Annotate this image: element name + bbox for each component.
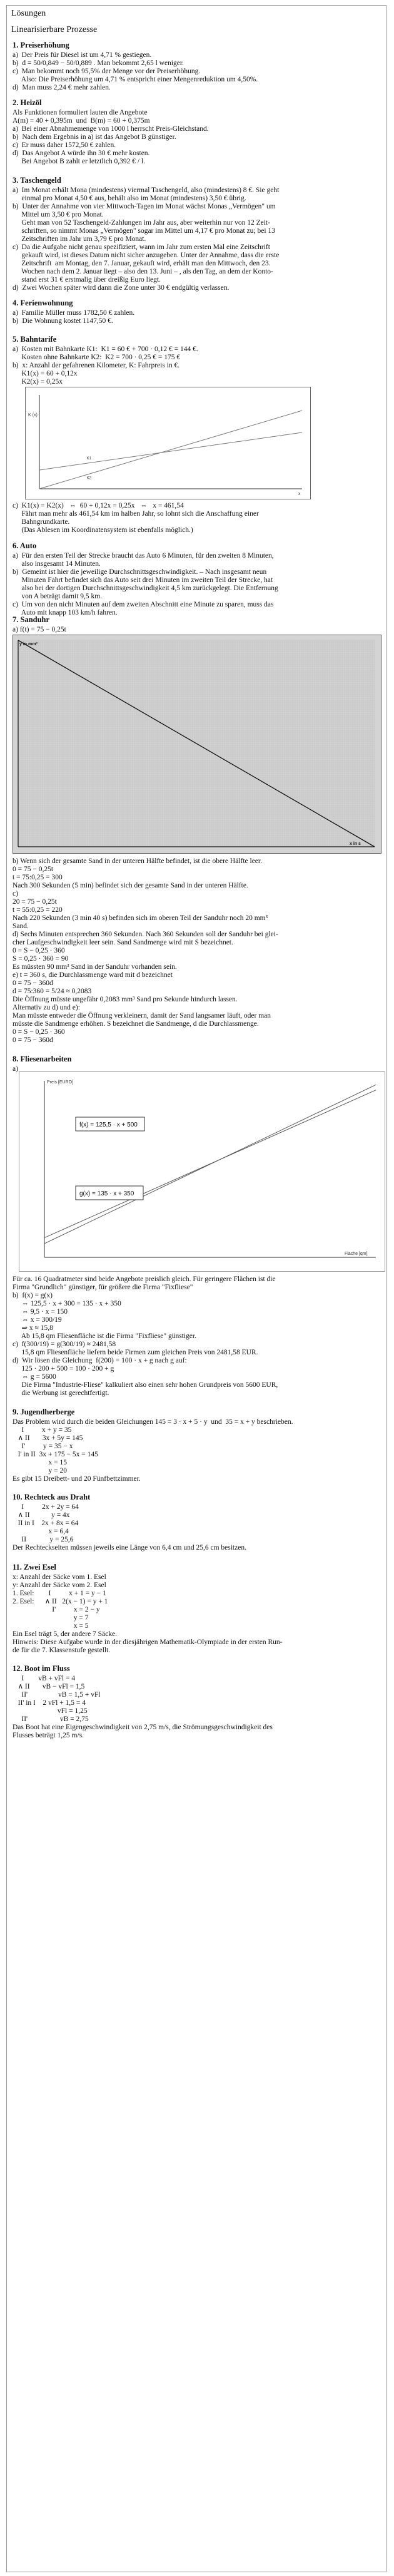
- text-line: b) Nach dem Ergebnis in a) ist das Angebot B günstiger.: [13, 133, 176, 141]
- section-fliesen-text: [13, 1275, 381, 1398]
- text-line: II' in I 2 vFl + 1,5 = 4: [13, 1699, 86, 1707]
- text-line: Mittel um 3,50 € pro Monat.: [13, 211, 104, 218]
- text-line: I' y = 35 − x: [13, 1443, 73, 1450]
- text-line: y: Anzahl der Säcke vom 2. Esel: [13, 1582, 106, 1589]
- text-line: 125 · 200 + 500 = 100 · 200 + g: [13, 1365, 114, 1372]
- section-title: 10. Rechteck aus Draht: [13, 1493, 91, 1501]
- text-line: a) Der Preis für Diesel ist um 4,71 % gestiegen.: [13, 51, 152, 59]
- section-sanduhr-text: [13, 857, 381, 1045]
- text-line: vFl = 1,25: [13, 1707, 88, 1715]
- text-line: d = 75:360 = 5/24 ≈ 0,2083: [13, 988, 92, 995]
- text-line: ⇔ 125,5 · x + 300 = 135 · x + 350: [13, 1300, 121, 1307]
- text-line: Zeitschrift am Montag, den 7. Januar, gekauft wird, erhält man den Mittwoch, den 23.: [13, 260, 271, 267]
- section-rechteck: [13, 1493, 381, 1552]
- text-line: K1(x) = 60 + 0,12x: [13, 370, 78, 377]
- section-lines: [13, 502, 381, 534]
- text-line: I' in II 3x + 175 − 5x = 145: [13, 1451, 98, 1458]
- section-lines: [13, 1418, 381, 1483]
- text-line: Hinweis: Diese Aufgabe wurde in der diesjährigen Mathematik-Olympiade in der ersten Run-: [13, 1638, 283, 1646]
- text-line: Die Öffnung müsste ungefähr 0,2083 mm³ Sand pro Sekunde hindurch lassen.: [13, 996, 238, 1003]
- text-line: Das Problem wird durch die beiden Gleichungen 145 = 3 · x + 5 · y und 35 = x + y beschrieben.: [13, 1418, 293, 1426]
- text-line: 15,8 qm Fliesenfläche liefern beide Firmen zum gleichen Preis von 2481,58 EUR.: [13, 1349, 258, 1356]
- page-title: Lösungen: [11, 9, 46, 18]
- section-fliesenarbeiten: [13, 1055, 381, 1073]
- text-line: x = 6,4: [13, 1528, 69, 1535]
- text-line: Auto mit knapp 103 km/h fahren.: [13, 609, 118, 616]
- x-axis-label: x in s: [350, 842, 361, 846]
- text-line: b) Die Wohnung kostet 1147,50 €.: [13, 317, 113, 325]
- section-title: 12. Boot im Fluss: [13, 1664, 70, 1673]
- text-line: ⇔ 9,5 · x = 150: [13, 1308, 68, 1316]
- text-line: II y = 25,6: [13, 1536, 74, 1543]
- section-auto: [13, 542, 381, 617]
- text-line: x = 5: [13, 1622, 89, 1630]
- text-line: x = 15: [13, 1459, 67, 1466]
- x-axis-label: x: [298, 492, 301, 496]
- chart-bahntarife: [25, 387, 311, 499]
- chart-sanduhr-svg: [13, 635, 381, 853]
- text-line: b) d = 50/0,849 − 50/0,889 . Man bekommt 2,65 l weniger.: [13, 59, 184, 67]
- text-line: Sand.: [13, 923, 29, 930]
- text-line: ∧ II 3x + 5y = 145: [13, 1434, 83, 1442]
- text-line: a) Im Monat erhält Mona (mindestens) viermal Taschengeld, also (mindestens) 8 €. Sie geht: [13, 187, 280, 194]
- section-taschengeld: [13, 176, 381, 292]
- text-line: 2. Esel: ∧ II 2(x − 1) = y + 1: [13, 1598, 108, 1605]
- section-jugendherberge: [13, 1408, 381, 1483]
- text-line: Bahngrundkarte.: [13, 518, 70, 526]
- page-subtitle: Linearisierbare Prozesse: [11, 25, 98, 34]
- text-line: y = 7: [13, 1614, 89, 1622]
- text-line: 0 = S − 0,25 · 360: [13, 1028, 65, 1036]
- text-line: Minuten Fahrt befindet sich das Auto seit drei Minuten im zweiten Teil der Strecke, hat: [13, 576, 273, 584]
- x-axis-label: Fläche [qm]: [345, 1252, 368, 1256]
- section-zwei-esel: [13, 1563, 381, 1655]
- text-line: c): [13, 890, 18, 897]
- chart-bahntarife-svg: [26, 387, 310, 499]
- text-line: müsste die Sandmenge erhöhen. S bezeichnet die Sandmenge, d die Durchlassmenge.: [13, 1020, 259, 1028]
- text-line: Als Funktionen formuliert lauten die Angebote: [13, 109, 148, 116]
- text-line: c) f(300/19) = g(300/19) ≈ 2481,58: [13, 1341, 116, 1348]
- text-line: 0 = 75 − 360d: [13, 1036, 53, 1044]
- text-line: a) Bei einer Abnahmemenge von 1000 l herrscht Preis-Gleichstand.: [13, 125, 209, 133]
- text-line: Nach 300 Sekunden (5 min) befindet sich der gesamte Sand in der unteren Hälfte.: [13, 882, 248, 889]
- text-line: schriften, so nimmt Monas „Vermögen" sogar im Mittel um 4,17 € pro Monat zu; bei 13: [13, 227, 275, 235]
- text-line: ⇒ x ≈ 15,8: [13, 1324, 53, 1332]
- text-line: einmal pro Monat 4,50 € aus, behält also im Monat (mindestens) 3,50 € übrig.: [13, 195, 246, 202]
- chart-fliesen: [19, 1071, 385, 1272]
- section-title: 7. Sanduhr: [13, 615, 50, 624]
- text-line: c) K1(x) = K2(x) ⇔ 60 + 0,12x = 0,25x ⇔ x = 461,54: [13, 502, 184, 509]
- y-axis-label: K (x): [28, 413, 38, 417]
- text-line: b) Unter der Annahme von vier Mittwoch-Tagen im Monat wächst Monas „Vermögen" um: [13, 203, 276, 210]
- text-line: d) Das Angebot A würde ihn 30 € mehr kosten.: [13, 150, 150, 157]
- section-title: 5. Bahntarife: [13, 335, 57, 344]
- section-lines: [13, 1275, 381, 1398]
- text-line: t = 75:0,25 = 300: [13, 874, 63, 881]
- section-title: 3. Taschengeld: [13, 176, 61, 185]
- text-line: Zeitschriften im Jahr um 3,79 € pro Monat.: [13, 235, 146, 243]
- text-line: d) Sechs Minuten entsprechen 360 Sekunden. Nach 360 Sekunden soll der Sanduhr bei glei-: [13, 931, 278, 938]
- text-line: S = 0,25 · 360 = 90: [13, 955, 69, 963]
- text-line: c) Um von den nicht Minuten auf dem zweiten Abschnitt eine Minute zu sparen, muss das: [13, 601, 274, 608]
- text-line: Alternativ zu d) und e):: [13, 1004, 80, 1011]
- text-line: c) Man bekommt noch 95,5% der Menge vor der Preiserhöhung.: [13, 68, 201, 75]
- text-line: Ein Esel trägt 5, der andere 7 Säcke.: [13, 1630, 118, 1638]
- section-lines: [13, 1573, 381, 1655]
- text-line: d) Man muss 2,24 € mehr zahlen.: [13, 84, 111, 91]
- text-line: stand erst 31 € erstmalig über dreißig Euro liegt.: [13, 276, 161, 284]
- section-lines: [13, 51, 381, 92]
- text-line: Firma "Grundlich" günstiger, für größere die Firma "Fixfliese": [13, 1284, 193, 1291]
- text-line: d) Wir lösen die Gleichung f(200) = 100 · x + g nach g auf:: [13, 1357, 187, 1364]
- text-line: also bei der dortigen Durchschnittsgeschwindigkeit 4,5 km zurückgelegt. Die Entfernung: [13, 585, 278, 592]
- section-lines: [13, 187, 381, 292]
- text-line: A(m) = 40 + 0,395m und B(m) = 60 + 0,375m: [13, 117, 150, 125]
- section-lines: [13, 1675, 381, 1740]
- section-ferienwohnung: [13, 299, 381, 325]
- text-line: von A beträgt damit 9,5 km.: [13, 593, 103, 600]
- text-line: Der Rechteckseiten müssen jeweils eine Länge von 6,4 cm und 25,6 cm besitzen.: [13, 1544, 246, 1551]
- section-lines: [13, 1503, 381, 1552]
- text-line: 0 = S − 0,25 · 360: [13, 947, 65, 954]
- text-line: I x + y = 35: [13, 1426, 72, 1434]
- section-lines: [13, 109, 381, 166]
- text-line: I' x = 2 − y: [13, 1606, 100, 1613]
- text-line: ⇔ g = 5600: [13, 1373, 56, 1381]
- text-line: Für ca. 16 Quadratmeter sind beide Angebote preislich gleich. Für geringere Flächen ist die: [13, 1275, 276, 1283]
- text-line: c) Da die Aufgabe nicht genau spezifiziert, wann im Jahr zum ersten Mal eine Zeitschrift: [13, 243, 270, 251]
- text-line: Geht man von 52 Taschengeld-Zahlungen im Jahr aus, aber weiterhin nur von 12 Zeit-: [13, 219, 270, 227]
- text-line: 0 = 75 − 0,25t: [13, 866, 54, 873]
- text-line: b) Gemeint ist hier die jeweilige Durchschnittsgeschwindigkeit. – Nach insgesamt neun: [13, 568, 267, 576]
- text-line: 20 = 75 − 0,25t: [13, 898, 57, 906]
- text-line: Also: Die Preiserhöhung um 4,71 % entspricht einer Mengenreduktion um 4,50%.: [13, 76, 258, 83]
- text-line: b) x: Anzahl der gefahrenen Kilometer, K: Fahrpreis in €.: [13, 362, 180, 369]
- section-boot: [13, 1665, 381, 1740]
- text-line: Es gibt 15 Dreibett- und 20 Fünfbettzimmer.: [13, 1475, 141, 1483]
- text-line: (Das Ablesen im Koordinatensystem ist ebenfalls möglich.): [13, 526, 193, 534]
- section-bahntarife-c: [13, 502, 381, 534]
- section-lines: [13, 345, 381, 386]
- text-line: a) Kosten mit Bahnkarte K1: K1 = 60 € + 700 · 0,12 € = 144 €.: [13, 345, 198, 353]
- text-line: 0 = 75 − 360d: [13, 979, 53, 987]
- text-line: ∧ II vB − vFl = 1,5: [13, 1683, 85, 1690]
- text-line: die Werbung ist gerechtfertigt.: [13, 1389, 109, 1397]
- text-line: Fährt man mehr als 461,54 km im halben Jahr, so lohnt sich die Anschaffung einer: [13, 510, 259, 518]
- series-label-g: g(x) = 135 · x + 350: [79, 1190, 134, 1197]
- text-line: ∧ II y = 4x: [13, 1511, 70, 1519]
- section-title: 1. Preiserhöhung: [13, 41, 69, 49]
- text-line: Wochen nach dem 2. Januar liegt – also den 13. Juni – , als den Tag, an dem der Konto-: [13, 268, 273, 275]
- text-line: d) Zwei Wochen später wird dann die Zone unter 30 € endgültig verlassen.: [13, 284, 230, 292]
- text-line: gekauft wird, ist dieses Datum nicht sicher anzugeben. Unter der Annahme, dass die erste: [13, 252, 280, 259]
- text-line: Die Firma "Industrie-Fliese" kalkuliert also einen sehr hohen Grundpreis von 5600 EUR,: [13, 1381, 278, 1389]
- section-title: 11. Zwei Esel: [13, 1563, 56, 1572]
- section-title: 6. Auto: [13, 541, 37, 550]
- text-line: II' vB = 1,5 + vFl: [13, 1691, 101, 1699]
- text-line: y = 20: [13, 1467, 67, 1475]
- section-title: 2. Heizöl: [13, 98, 42, 107]
- series-line-g: [44, 1085, 376, 1244]
- text-line: also insgesamt 14 Minuten.: [13, 560, 101, 568]
- text-line: Es müssten 90 mm³ Sand in der Sanduhr vorhanden sein.: [13, 963, 177, 971]
- y-axis-label: y in mm³: [19, 642, 38, 647]
- series-label-f: f(x) = 125,5 · x + 500: [79, 1122, 138, 1128]
- series-line-k1: [39, 432, 302, 470]
- chart-fliesen-svg: [19, 1072, 385, 1271]
- text-line: de für die 7. Klassenstufe gestellt.: [13, 1647, 111, 1654]
- section-heizoel: [13, 99, 381, 166]
- section-lines: [13, 309, 381, 325]
- text-line: Das Boot hat eine Eigengeschwindigkeit von 2,75 m/s, die Strömungsgeschwindigkeit des: [13, 1724, 273, 1731]
- section-bahntarife: [13, 335, 381, 386]
- text-line: b) Wenn sich der gesamte Sand in der unteren Hälfte befindet, ist die obere Hälfte leer.: [13, 857, 262, 865]
- text-line: Bei Angebot B zahlt er letztlich 0,392 € / l.: [13, 158, 146, 165]
- text-line: II' vB = 2,75: [13, 1715, 89, 1723]
- section-title: 4. Ferienwohnung: [13, 299, 73, 307]
- text-line: Kosten ohne Bahnkarte K2: K2 = 700 · 0,25 € = 175 €: [13, 354, 181, 361]
- chart-sanduhr: [13, 635, 381, 854]
- text-line: a) Für den ersten Teil der Strecke braucht das Auto 6 Minuten, für den zweiten 8 Minuten,: [13, 552, 274, 560]
- text-line: t = 55:0,25 = 220: [13, 906, 63, 914]
- section-a-label: a) f(t) = 75 − 0,25t: [13, 626, 66, 633]
- text-line: Nach 220 Sekunden (3 min 40 s) befinden sich im oberen Teil der Sanduhr noch 20 mm³: [13, 914, 268, 922]
- section-a-label: a): [13, 1065, 18, 1073]
- section-sanduhr: [13, 616, 381, 634]
- series-label-k2: K2: [86, 476, 91, 481]
- text-line: c) Er muss daher 1572,50 € zahlen.: [13, 141, 116, 149]
- section-lines: [13, 552, 381, 617]
- section-title: 9. Jugendherberge: [13, 1408, 75, 1416]
- text-line: e) t = 360 s, die Durchlassmenge ward mit d bezeichnet: [13, 971, 173, 979]
- text-line: Ab 15,8 qm Fliesenfläche ist die Firma "Fixfliese" günstiger.: [13, 1332, 196, 1340]
- text-line: ⇔ x = 300/19: [13, 1316, 62, 1324]
- text-line: 1. Esel: I x + 1 = y − 1: [13, 1590, 106, 1597]
- text-line: I 2x + 2y = 64: [13, 1503, 79, 1511]
- text-line: cher Laufgeschwindigkeit leer sein. Sand Sandmenge wird mit S bezeichnet.: [13, 939, 233, 946]
- section-title: 8. Fliesenarbeiten: [13, 1055, 72, 1063]
- text-line: x: Anzahl der Säcke vom 1. Esel: [13, 1573, 106, 1581]
- text-line: Flusses beträgt 1,25 m/s.: [13, 1732, 84, 1739]
- section-preiserhoehung: [13, 41, 381, 92]
- text-line: a) Familie Müller muss 1782,50 € zahlen.: [13, 309, 135, 317]
- text-line: Man müsste entweder die Öffnung verkleinern, damit der Sand langsamer läuft, oder man: [13, 1012, 271, 1020]
- text-line: b) f(x) = g(x): [13, 1292, 53, 1299]
- series-line-k2: [39, 411, 302, 489]
- text-line: I vB + vFl = 4: [13, 1675, 76, 1682]
- series-label-k1: K1: [86, 457, 91, 461]
- section-lines: [13, 857, 381, 1045]
- y-axis-label: Preis [EURO]: [47, 1080, 74, 1085]
- text-line: II in I 2x + 8x = 64: [13, 1520, 79, 1527]
- text-line: K2(x) = 0,25x: [13, 378, 63, 386]
